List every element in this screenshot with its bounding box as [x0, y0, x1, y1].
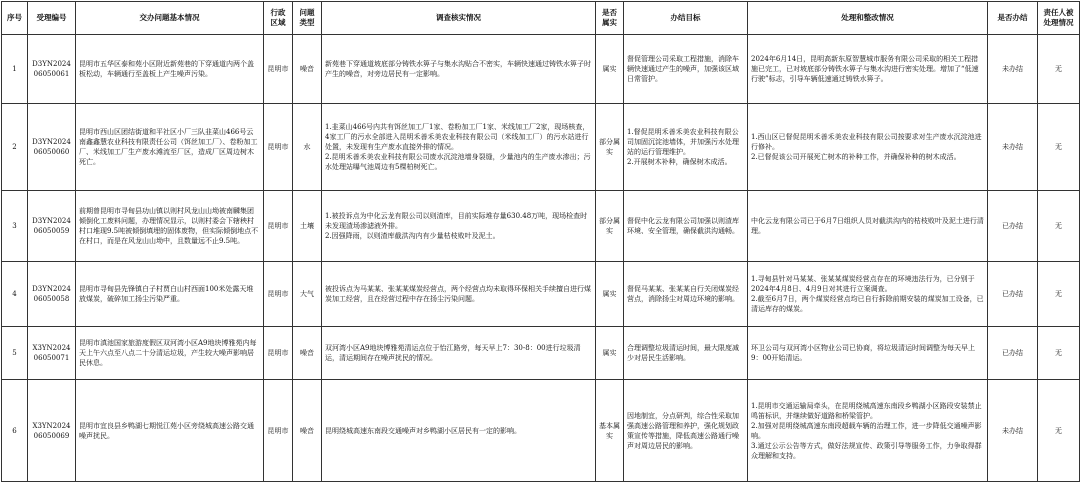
table-row: [2, 35, 1080, 104]
header-survey: 调查核实情况: [322, 2, 596, 35]
cell-verified: 属实: [596, 327, 624, 380]
cell-code: D3YN202406050060: [28, 104, 76, 191]
cell-goal: 督促马某某、张某某自行关闭煤炭经营点，消除扬尘对周边环境的影响。: [624, 262, 748, 327]
table-row: [2, 380, 1080, 482]
cell-type: 土壤: [293, 191, 322, 262]
header-type: 问题类型: [293, 2, 322, 35]
cell-survey: 1.被投诉点为中化云龙有限公司以则渣库，目前实际堆存量630.48万吨，现场检查时未发现渣场渗滤液外排。 2.因强降雨，以则渣库截洪沟内有少量枯枝败叶及泥土。: [322, 191, 596, 262]
cell-goal: 督促中化云龙有限公司加强以则渣库环境、安全管理，确保截洪沟通畅。: [624, 191, 748, 262]
cell-basic: 昆明市宜良县乡鸭湖七期悦江苑小区旁绕城高速公路交通噪声扰民。: [76, 380, 264, 482]
cell-seq: 4: [2, 262, 28, 327]
cell-done: 已办结: [988, 262, 1038, 327]
cell-handling: 2024年6月14日，昆明高新东原智慧城市服务有限公司采取的相关工程措施已完工，已对坡底部分铸铁水箅子与集水沟进行密实处理。增加了“低速行驶”标志，引导车辆低速通过铸铁水箅子。: [748, 35, 988, 104]
cell-type: 噪音: [293, 35, 322, 104]
cell-basic: 昆明市寻甸县先锋镇白子村贾白山村西面100米处露天堆放煤炭，破碎加工扬尘污染严重。: [76, 262, 264, 327]
cell-goal: 合理调整垃圾清运时间，最大限度减少对居民生活影响。: [624, 327, 748, 380]
cell-region: 昆明市: [264, 262, 293, 327]
header-code: 受理编号: [28, 2, 76, 35]
cell-handling: 1.寻甸县针对马某某、张某某煤炭经营点存在的环境违法行为，已分别于2024年4月8日、4月9日对其进行立案调查。 2.截至6月7日，两个煤炭经营点均已自行拆除前期安装的煤炭加工设备，已清运库存的煤炭。: [748, 262, 988, 327]
cell-done: 已办结: [988, 327, 1038, 380]
cell-verified: 部分属实: [596, 191, 624, 262]
cell-accountability: 无: [1038, 35, 1080, 104]
cell-accountability: 无: [1038, 380, 1080, 482]
header-region: 行政区域: [264, 2, 293, 35]
table-row: [2, 104, 1080, 191]
cell-region: 昆明市: [264, 380, 293, 482]
cell-survey: 1.韭菜山466号内共有饵丝加工厂1家、卷粉加工厂1家、米线加工厂2家，现场核查，4家工厂的污水全部进入昆明禾善禾美农业科技有限公司（米线加工厂）的污水站进行处置，未发现有生产废水直接外排的情况。 2.昆明禾善禾美农业科技有限公司废水沉淀池墙身裂缝，少量池内的生产废水渗出；污水处理站曝气池周边有5棵柏树死亡。: [322, 104, 596, 191]
cell-code: D3YN202406050061: [28, 35, 76, 104]
header-row: [2, 2, 1080, 35]
cell-done: 未办结: [988, 35, 1038, 104]
cell-verified: 属实: [596, 35, 624, 104]
cell-accountability: 无: [1038, 327, 1080, 380]
cell-accountability: 无: [1038, 262, 1080, 327]
header-seq: 序号: [2, 2, 28, 35]
cell-survey: 被投诉点为马某某、张某某煤炭经营点，两个经营点均未取得环保相关手续擅自进行煤炭加工经营，且在经营过程中存在扬尘污染问题。: [322, 262, 596, 327]
header-verified: 是否属实: [596, 2, 624, 35]
cell-goal: 因地制宜，分点研判，综合性采取加强高速公路管理和养护，强化规划政策宣传等措施，降低高速公路通行噪声对周边居民的影响。: [624, 380, 748, 482]
cell-code: D3YN202406050059: [28, 191, 76, 262]
cell-basic: 昆明市西山区团结街道和平社区小厂三队韭菜山466号云南鑫鑫慧农业科技有限责任公司（饵丝加工厂）、卷粉加工厂、米线加工厂生产废水滩流至厂区，造成厂区周边树木死亡。: [76, 104, 264, 191]
cell-region: 昆明市: [264, 35, 293, 104]
cell-handling: 1.昆明市交通运输局牵头，在昆明绕城高速东南段乡鸭湖小区路段安装禁止鸣笛标识，并继续做好道路和桥梁管护。 2.加强对昆明绕城高速东南段超载车辆的治理工作，进一步降低交通噪声影响。 3.通过公示公告等方式，做好法规宣传、政策引导等服务工作，力争取得群众理解和支持。: [748, 380, 988, 482]
cell-goal: 督促管理公司采取工程措施，消除车辆快速通过产生的噪声，加强该区域日常管护。: [624, 35, 748, 104]
cell-type: 大气: [293, 262, 322, 327]
cell-region: 昆明市: [264, 327, 293, 380]
table-row: [2, 327, 1080, 380]
cell-code: X3YN202406050069: [28, 380, 76, 482]
cell-verified: 基本属实: [596, 380, 624, 482]
cell-region: 昆明市: [264, 191, 293, 262]
cell-goal: 1.督促昆明禾善禾美农业科技有限公司加固沉淀池墙体，并加强污水处理站的运行管理维护。 2.开展树木补种，确保树木成活。: [624, 104, 748, 191]
header-done: 是否办结: [988, 2, 1038, 35]
cell-basic: 昆明市五华区泰和苑小区附近新苑巷的下穿通道内两个盖板松动，车辆通行至盖板上产生噪声污染。: [76, 35, 264, 104]
cell-accountability: 无: [1038, 191, 1080, 262]
header-handling: 处理和整改情况: [748, 2, 988, 35]
cell-type: 噪音: [293, 327, 322, 380]
cell-done: 已办结: [988, 191, 1038, 262]
cell-survey: 双河湾小区A9地块博雅苑清运点位于怡江路旁，每天早上7：30-8：00进行垃圾清运，清运期间存在噪声扰民的情况。: [322, 327, 596, 380]
cell-type: 噪音: [293, 380, 322, 482]
cell-code: X3YN202406050071: [28, 327, 76, 380]
cell-survey: 新苑巷下穿通道坡底部分铸铁水箅子与集水沟贴合不密实，车辆快速通过铸铁水箅子时产生的噪音，对旁边居民有一定影响。: [322, 35, 596, 104]
case-table: [1, 1, 1080, 482]
cell-verified: 属实: [596, 262, 624, 327]
cell-seq: 1: [2, 35, 28, 104]
header-basic: 交办问题基本情况: [76, 2, 264, 35]
table-row: [2, 262, 1080, 327]
cell-handling: 中化云龙有限公司已于6月7日组织人员对截洪沟内的枯枝败叶及泥土进行清理。: [748, 191, 988, 262]
cell-basic: 前期曾昆明市寻甸县功山镇以则村风龙山山坳被南麟集团倾倒化工废料问题，办理情况显示，以则村委会下辖秧村村口堆现9.5吨被倾倒填埋的固体废物，但实际倾倒地点不在村口，而是在风龙山山坳中，且数量远不止9.5吨。: [76, 191, 264, 262]
cell-seq: 3: [2, 191, 28, 262]
header-accountability: 责任人被处理情况: [1038, 2, 1080, 35]
cell-survey: 昆明绕城高速东南段交通噪声对乡鸭湖小区居民有一定的影响。: [322, 380, 596, 482]
cell-seq: 2: [2, 104, 28, 191]
cell-done: 未办结: [988, 104, 1038, 191]
cell-handling: 环卫公司与双河湾小区物业公司已协商，将垃圾清运时间调整为每天早上9：00开始清运。: [748, 327, 988, 380]
cell-accountability: 无: [1038, 104, 1080, 191]
cell-region: 昆明市: [264, 104, 293, 191]
cell-basic: 昆明市滇池国家旅游度假区双河湾小区A9地块博雅苑内每天上午六点至八点二十分清运垃圾，产生较大噪声影响居民休息。: [76, 327, 264, 380]
header-goal: 办结目标: [624, 2, 748, 35]
cell-type: 水: [293, 104, 322, 191]
cell-code: D3YN202406050058: [28, 262, 76, 327]
cell-verified: 部分属实: [596, 104, 624, 191]
cell-done: 未办结: [988, 380, 1038, 482]
table-row: [2, 191, 1080, 262]
cell-seq: 5: [2, 327, 28, 380]
cell-seq: 6: [2, 380, 28, 482]
cell-handling: 1.西山区已督促昆明禾善禾美农业科技有限公司按要求对生产废水沉淀池进行修补。 2.已督促该公司开展死亡树木的补种工作，并确保补种的树木成活。: [748, 104, 988, 191]
